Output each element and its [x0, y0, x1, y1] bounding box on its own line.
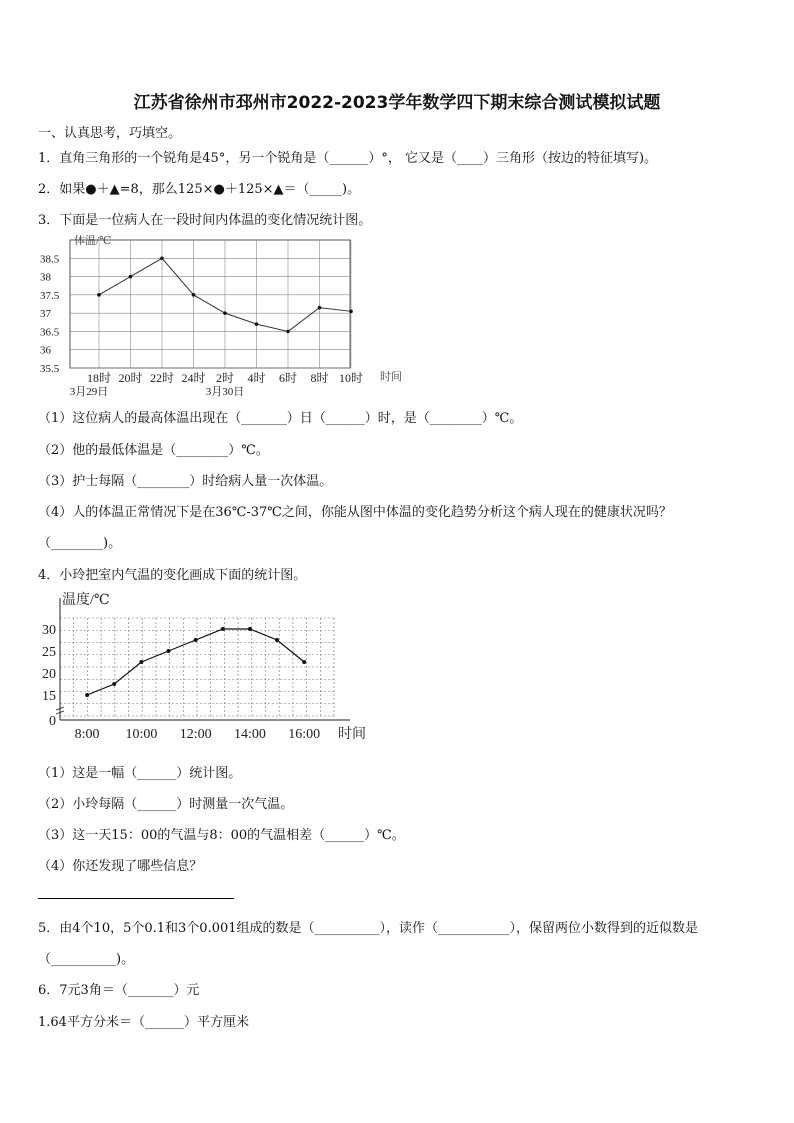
y-tick-label: 36.5 [40, 326, 60, 339]
data-point [275, 638, 279, 642]
data-point [192, 293, 196, 297]
question-4: 4．小玲把室内气温的变化画成下面的统计图。 [38, 568, 307, 583]
data-point [255, 322, 259, 326]
y-tick-label: 15 [42, 689, 56, 704]
x-tick-label: 20时 [118, 371, 143, 385]
y-tick-label: 36 [40, 344, 51, 357]
x-tick-label: 10时 [338, 371, 364, 385]
data-point [139, 660, 143, 664]
data-point [112, 682, 116, 686]
question-4-sub-1: （1）这是一幅（______）统计图。 [38, 766, 242, 781]
temperature-line-chart [30, 228, 420, 403]
question-6: 6．7元3角＝（_______）元 [38, 983, 200, 998]
data-point [85, 693, 89, 697]
question-1: 1．直角三角形的一个锐角是45°，另一个锐角是（______）°， 它又是（____）三角形（按边的特征填写)。 [38, 151, 658, 166]
data-point [286, 330, 290, 334]
data-point [167, 649, 171, 653]
data-point [318, 306, 322, 310]
data-point [160, 256, 164, 260]
x-tick-label: 2时 [215, 371, 235, 385]
question-3-sub-2: （2）他的最低体温是（________）℃。 [38, 443, 269, 458]
x-tick-label: 12:00 [179, 727, 212, 742]
question-3-sub-4-blank: （________)。 [38, 536, 122, 551]
y-tick-label: 38 [40, 271, 51, 284]
answer-line [38, 898, 234, 899]
page-title: 江苏省徐州市邳州市2022-2023学年数学四下期末综合测试模拟试题 [133, 93, 661, 113]
y-axis-label: 温度/℃ [62, 593, 110, 608]
data-point [97, 293, 101, 297]
question-5-line-1: 5．由4个10，5个0.1和3个0.001组成的数是（__________），读作（___________），保留两位小数得到的近似数是 [38, 921, 699, 936]
x-axis-label: 时间 [338, 727, 366, 742]
y-axis-label: 体温/℃ [74, 235, 112, 247]
x-axis-label: 时间 [380, 371, 402, 383]
question-3-sub-1: （1）这位病人的最高体温出现在（_______）日（______）时，是（________）℃。 [38, 411, 523, 426]
date-label: 3月30日 [205, 386, 245, 398]
data-point [349, 310, 353, 314]
x-tick-label: 16:00 [288, 727, 321, 742]
data-point [129, 275, 133, 279]
data-point [223, 311, 227, 315]
question-2: 2．如果●＋▲=8，那么125×●＋125×▲＝（_____)。 [38, 182, 361, 197]
x-tick-label: 8时 [310, 371, 329, 385]
question-5-line-2: （__________)。 [38, 952, 135, 967]
x-tick-label: 22时 [149, 371, 175, 385]
x-tick-label: 6时 [278, 371, 298, 385]
y-tick-label: 25 [42, 645, 56, 660]
data-point [302, 660, 306, 664]
data-point [194, 638, 198, 642]
x-tick-label: 4时 [247, 371, 266, 385]
x-tick-label: 8:00 [74, 727, 100, 742]
y-tick-label: 37.5 [40, 289, 60, 302]
question-4-sub-4: （4）你还发现了哪些信息？ [38, 859, 203, 874]
y-tick-label: 35.5 [40, 363, 60, 375]
data-point [248, 627, 252, 631]
section-heading: 一、认真思考，巧填空。 [38, 126, 182, 141]
question-6b: 1.64平方分米＝（______）平方厘米 [38, 1015, 249, 1030]
question-3-sub-3: （3）护士每隔（________）时给病人量一次体温。 [38, 474, 333, 489]
y-tick-label: 0 [49, 714, 56, 729]
y-tick-label: 30 [42, 623, 56, 638]
y-tick-label: 38.5 [40, 253, 60, 266]
y-tick-label: 20 [42, 667, 56, 682]
data-point [221, 627, 225, 631]
question-3: 3．下面是一位病人在一段时间内体温的变化情况统计图。 [38, 213, 372, 228]
x-tick-label: 24时 [181, 371, 206, 385]
question-4-sub-2: （2）小玲每隔（______）时测量一次气温。 [38, 797, 294, 812]
question-4-sub-3: （3）这一天15：00的气温与8：00的气温相差（______）℃。 [38, 828, 405, 843]
x-tick-label: 18时 [86, 371, 112, 385]
question-3-sub-4: （4）人的体温正常情况下是在36℃-37℃之间，你能从图中体温的变化趋势分析这个病人现在的健康状况吗？ [38, 505, 672, 520]
x-tick-label: 10:00 [125, 727, 158, 742]
x-tick-label: 14:00 [233, 727, 266, 742]
y-tick-label: 37 [40, 308, 51, 321]
room-temperature-line-chart [30, 588, 390, 748]
date-label: 3月29日 [69, 386, 109, 398]
